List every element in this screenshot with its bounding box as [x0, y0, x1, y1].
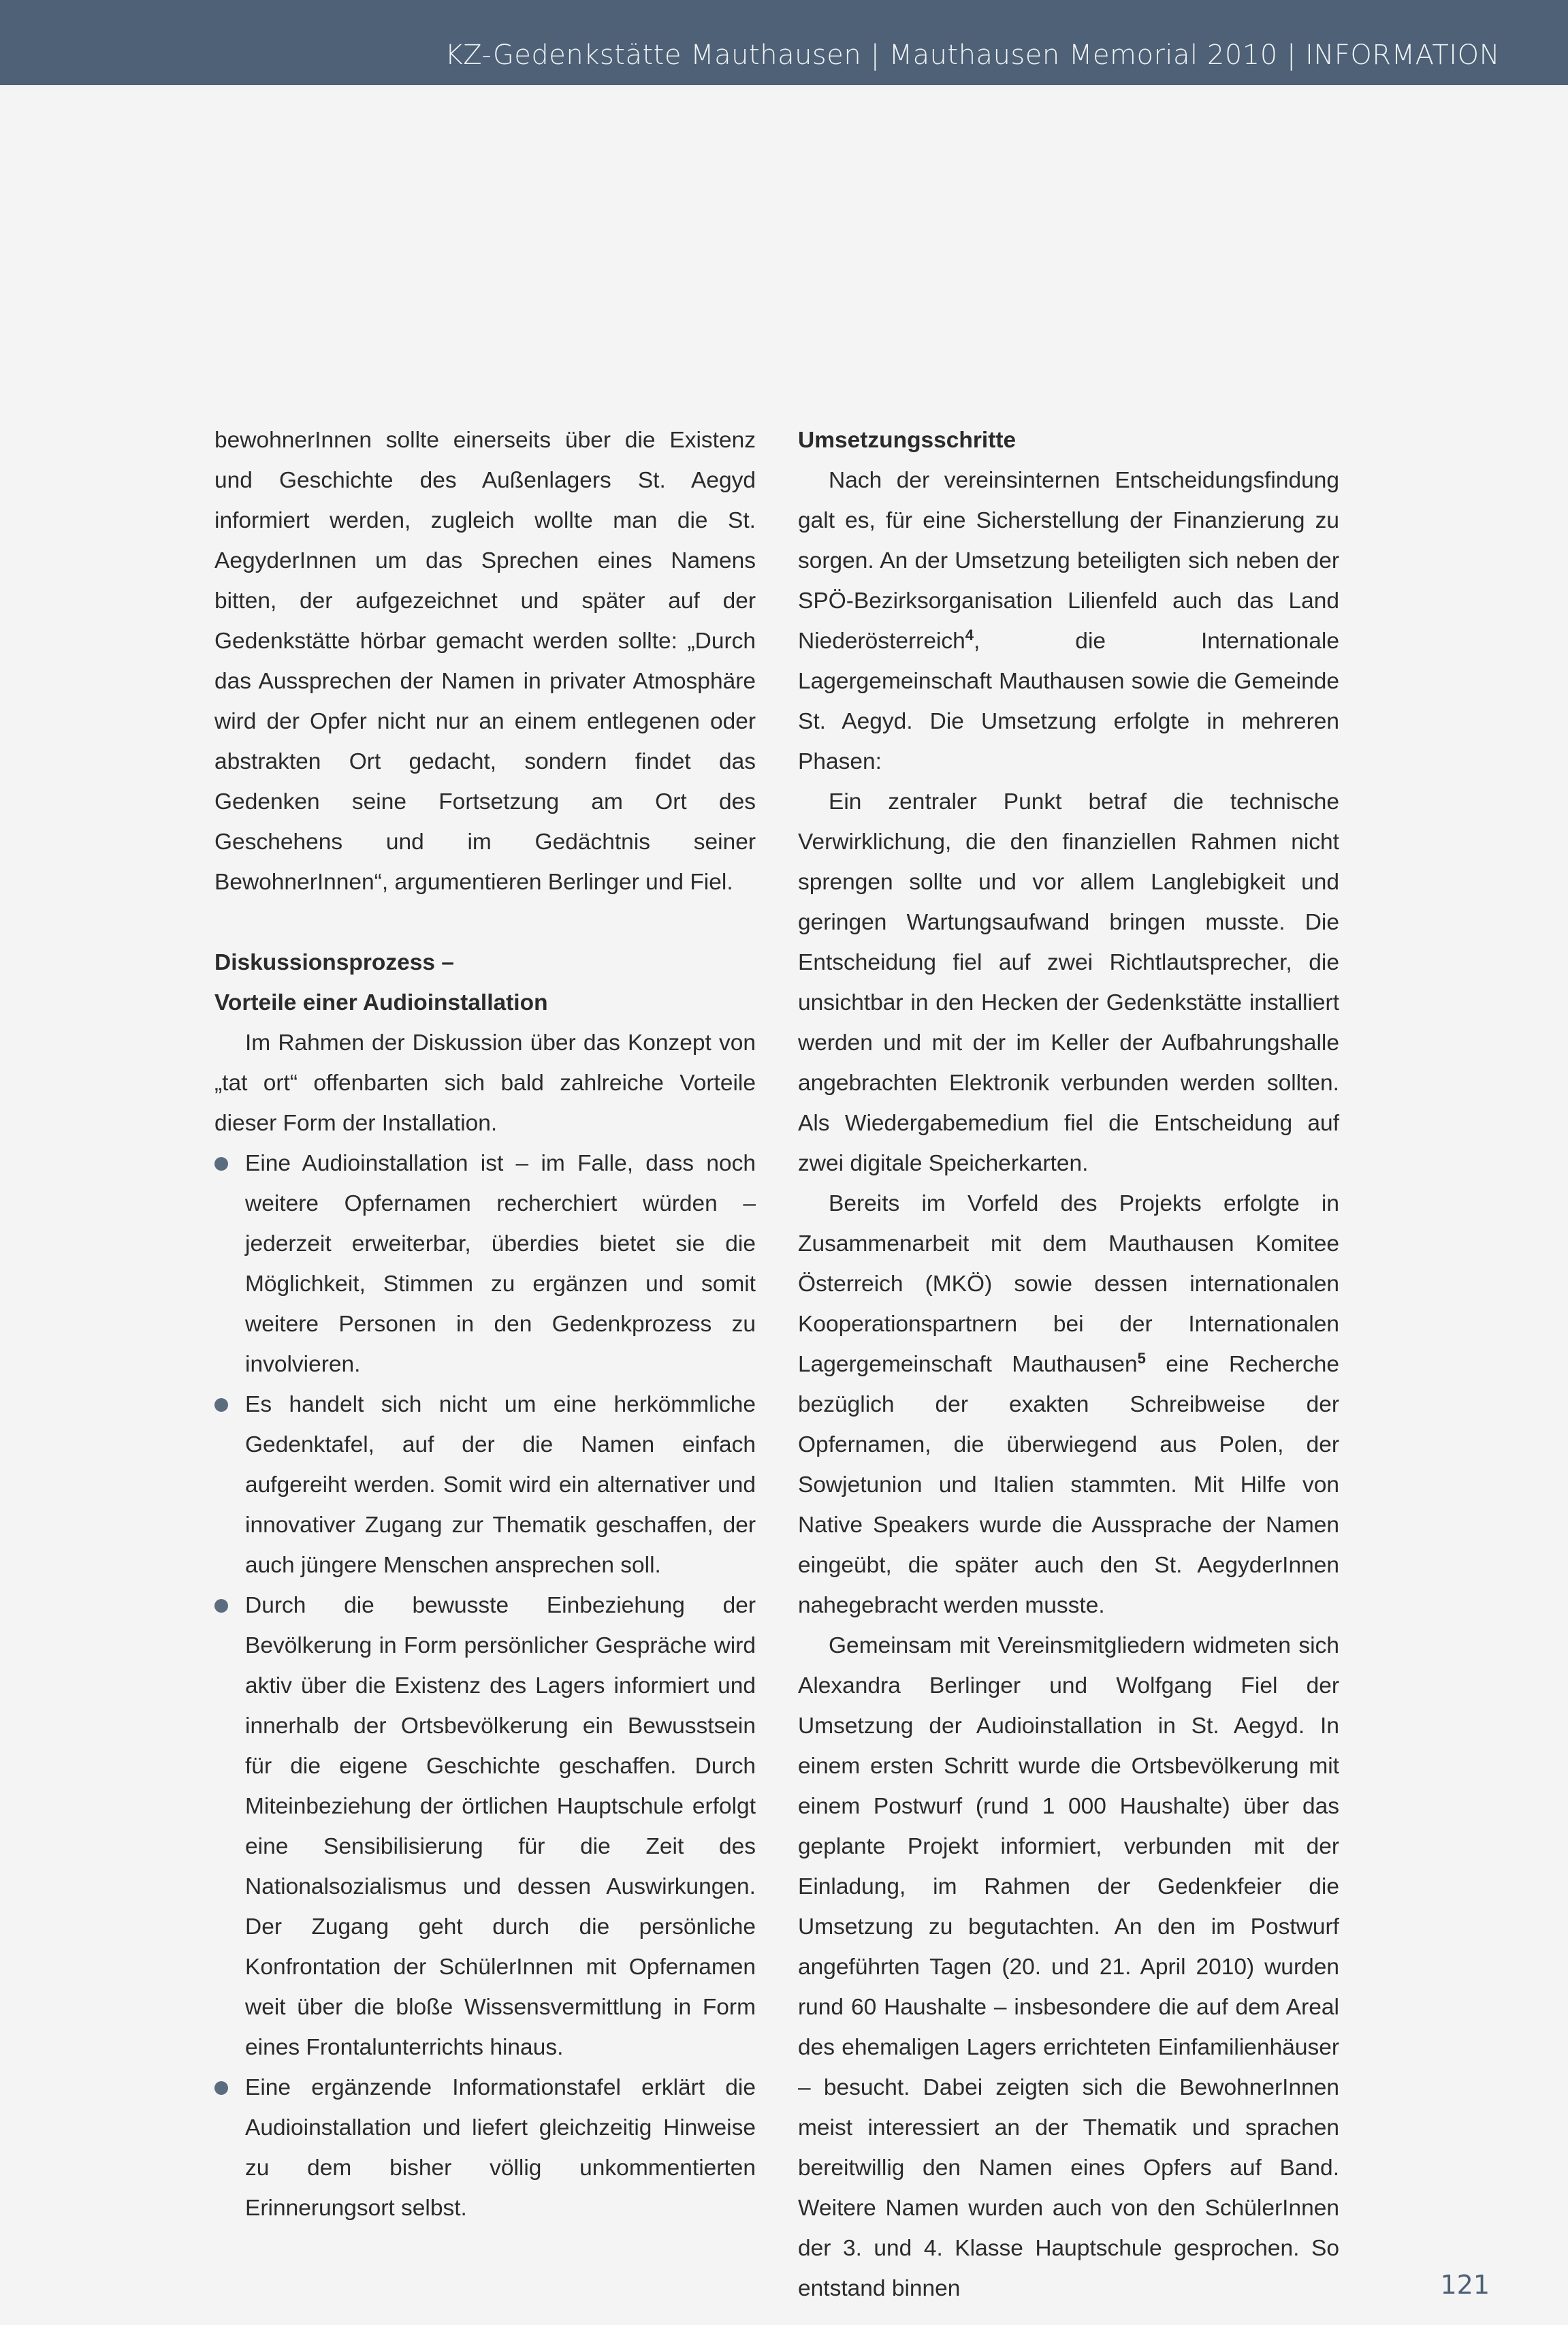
- footnote-marker: 5: [1137, 1349, 1146, 1367]
- paragraph-text: , die Internationale Lagergemeinschaft Mauthausen sowie die Gemeinde St. Aegyd. Die Umsetzung erfolgte in mehreren Phasen:: [798, 629, 1339, 774]
- left-column: [214, 420, 756, 2228]
- paragraph: Im Rahmen der Diskussion über das Konzept von „tat ort“ offenbarten sich bald zahlreiche Vorteile dieser Form der Installation.: [214, 1030, 756, 1136]
- running-title: KZ-Gedenkstätte Mauthausen | Mauthausen Memorial 2010 | INFORMATION: [445, 39, 1500, 71]
- footnote-marker: 4: [965, 626, 974, 644]
- section-heading: Umsetzungsschritte: [798, 428, 1017, 453]
- section-heading: Diskussionsprozess –: [214, 950, 454, 975]
- paragraph: [798, 1184, 1339, 1626]
- paragraph: Gemeinsam mit Vereinsmitgliedern widmeten sich Alexandra Berlinger und Wolfgang Fiel der Umsetzung der Audioinstallation in St. Aegyd. In einem ersten Schritt wurde die Ortsbevölkerung mit einem Postwurf (rund 1 000 Haushalte) über das geplante Projekt informiert, verbunden mit der Einladung, im Rahmen der Gedenkfeier die Umsetzung zu begutachten. An den im Postwurf angeführten Tagen (20. und 21. April 2010) wurden rund 60 Haushalte – insbesondere die auf dem Areal des ehemaligen Lagers errichteten Einfamilienhäuser – besucht. Dabei zeigten sich die BewohnerInnen meist interessiert an der Thematik und sprachen bereitwillig den Namen eines Opfers auf Band. Weitere Namen wurden auch von den SchülerInnen der 3. und 4. Klasse Hauptschule gesprochen. So entstand binnen: [798, 1633, 1339, 2301]
- section-heading: Vorteile einer Audioinstallation: [214, 990, 548, 1015]
- bullet-item: Eine Audioinstallation ist – im Falle, dass noch weitere Opfernamen recherchiert würden – jederzeit erweiterbar, überdies bietet sie die Möglichkeit, Stimmen zu ergänzen und somit weitere Personen in den Gedenkprozess zu involvieren.: [214, 1143, 756, 1385]
- paragraph: bewohnerInnen sollte einerseits über die Existenz und Geschichte des Außenlagers St. Aegyd informiert werden, zugleich wollte man die St. AegyderInnen um das Sprechen eines Namens bitten, der aufgezeichnet und später auf der Gedenkstätte hörbar gemacht werden sollte: „Durch das Aussprechen der Namen in privater Atmosphäre wird der Opfer nicht nur an einem entlegenen oder abstrakten Ort gedacht, sondern findet das Gedenken seine Fortsetzung am Ort des Geschehens und im Gedächtnis seiner BewohnerInnen“, argumentieren Berlinger und Fiel.: [214, 428, 756, 895]
- spacer: [214, 902, 756, 943]
- bullet-item: Es handelt sich nicht um eine herkömmliche Gedenktafel, auf der die Namen einfach aufgereiht werden. Somit wird ein alternativer und innovativer Zugang zur Thematik geschaffen, der auch jüngere Menschen ansprechen soll.: [214, 1385, 756, 1585]
- paragraph-text: Bereits im Vorfeld des Projekts erfolgte in Zusammenarbeit mit dem Mauthausen Komitee Österreich (MKÖ) sowie dessen internationalen Kooperationspartnern bei der Internationalen Lagergemeinschaft Mauthausen: [798, 1191, 1339, 1377]
- bullet-item: Durch die bewusste Einbeziehung der Bevölkerung in Form persönlicher Gespräche wird aktiv über die Existenz des Lagers informiert und innerhalb der Ortsbevölkerung ein Bewusstsein für die eigene Geschichte geschaffen. Durch Miteinbeziehung der örtlichen Hauptschule erfolgt eine Sensibilisierung für die Zeit des Nationalsozialismus und dessen Auswirkungen. Der Zugang geht durch die persönliche Konfrontation der SchülerInnen mit Opfernamen weit über die bloße Wissensvermittlung in Form eines Frontalunterrichts hinaus.: [214, 1585, 756, 2068]
- page-number: 121: [1440, 2270, 1490, 2300]
- paragraph: Ein zentraler Punkt betraf die technische Verwirklichung, die den finanziellen Rahmen nicht sprengen sollte und vor allem Langlebigkeit und geringen Wartungsaufwand bringen musste. Die Entscheidung fiel auf zwei Richtlautsprecher, die unsichtbar in den Hecken der Gedenkstätte installiert werden und mit der im Keller der Aufbahrungshalle angebrachten Elektronik verbunden werden sollten. Als Wiedergabemedium fiel die Entscheidung auf zwei digitale Speicherkarten.: [798, 789, 1339, 1176]
- paragraph-text: Nach der vereinsinternen Entscheidungsfindung galt es, für eine Sicherstellung der Finanzierung zu sorgen. An der Umsetzung beteiligten sich neben der SPÖ-Bezirksorganisation Lilienfeld auch das Land Niederösterreich: [798, 468, 1339, 654]
- paragraph-text: eine Recherche bezüglich der exakten Schreibweise der Opfernamen, die überwiegend aus Polen, der Sowjetunion und Italien stammten. Mit Hilfe von Native Speakers wurde die Aussprache der Namen eingeübt, die später auch den St. AegyderInnen nahegebracht werden musste.: [798, 1352, 1339, 1618]
- header-bar: [0, 0, 1568, 85]
- right-column: [798, 420, 1339, 2309]
- bullet-item: Eine ergänzende Informationstafel erklärt die Audioinstallation und liefert gleichzeitig Hinweise zu dem bisher völlig unkommentierten Erinnerungsort selbst.: [214, 2068, 756, 2228]
- bullet-list: [214, 1143, 756, 2228]
- paragraph: [798, 460, 1339, 782]
